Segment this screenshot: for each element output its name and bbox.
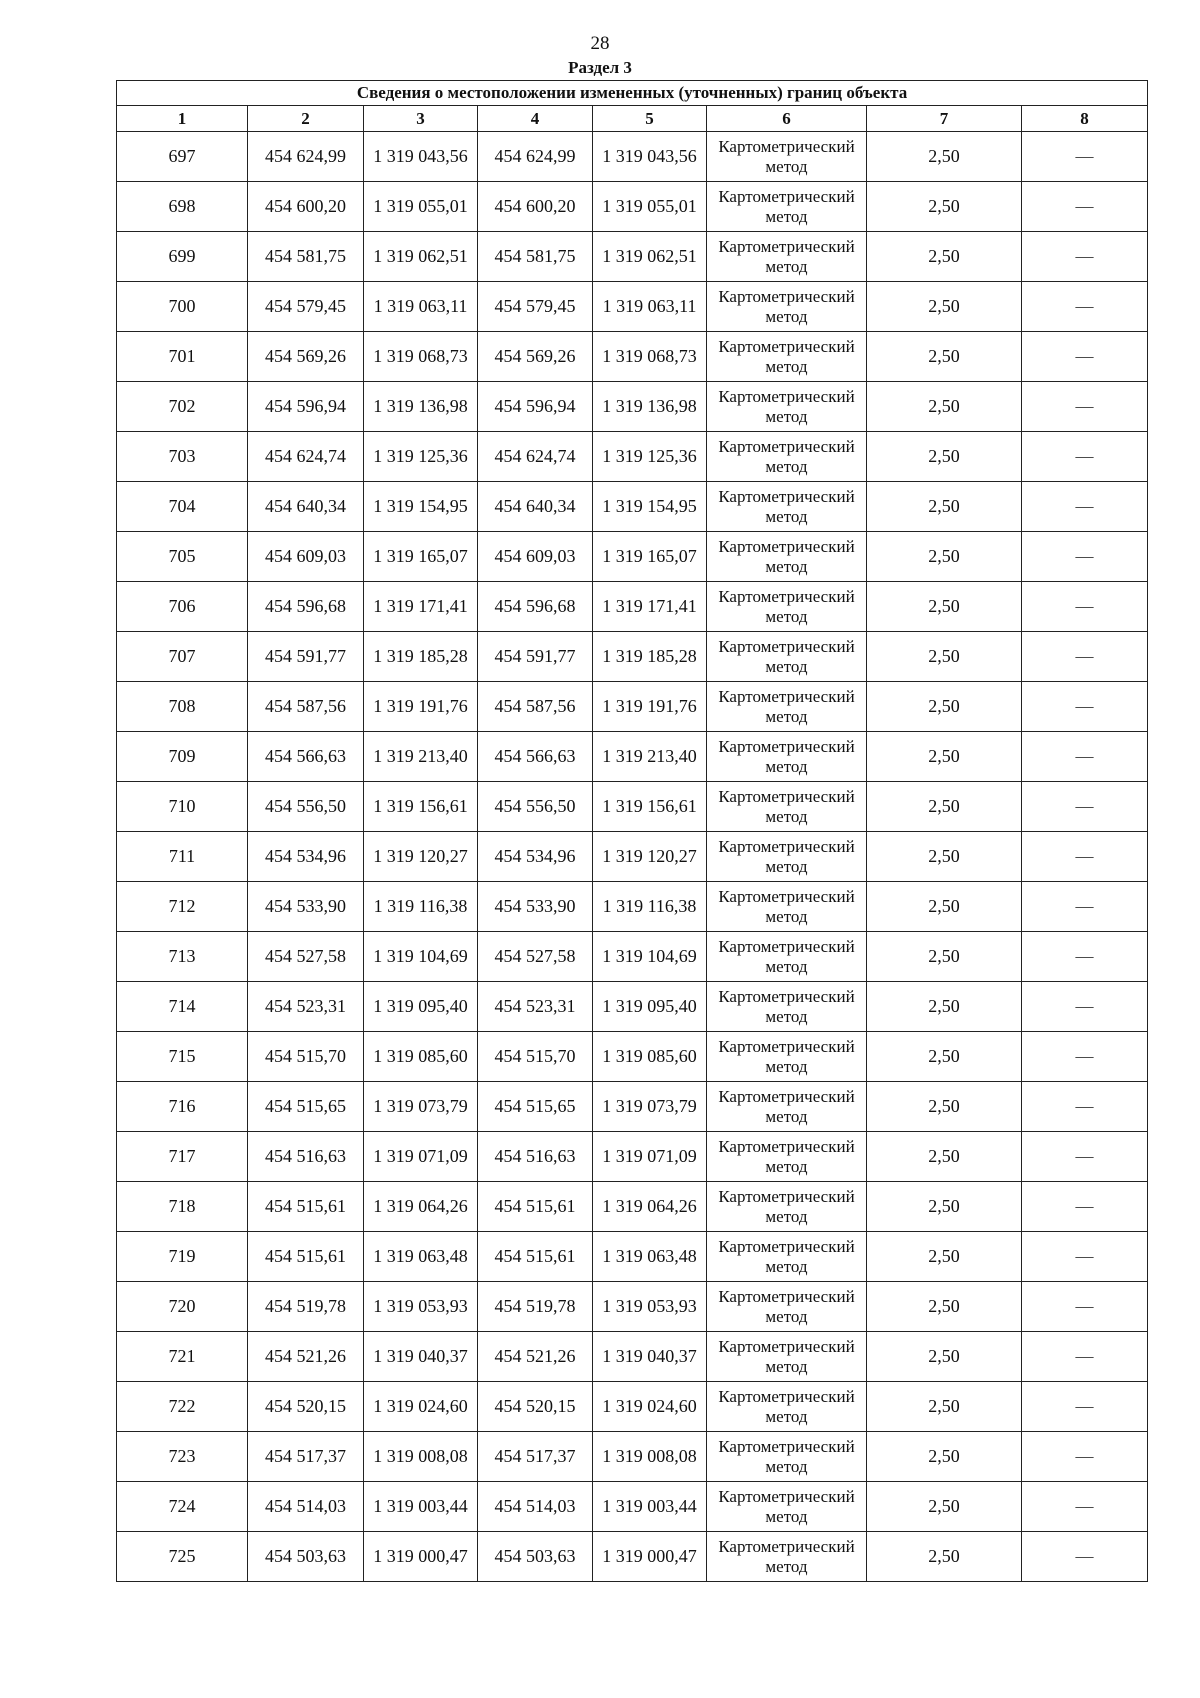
new-x-cell: 454 600,20	[478, 182, 593, 232]
point-number-cell: 698	[117, 182, 248, 232]
accuracy-cell: 2,50	[867, 532, 1022, 582]
table-row	[117, 282, 1148, 332]
description-cell: —	[1022, 332, 1148, 382]
new-x-cell: 454 521,26	[478, 1332, 593, 1382]
existing-y-cell: 1 319 063,48	[364, 1232, 478, 1282]
point-number-cell: 719	[117, 1232, 248, 1282]
method-cell: Картометрический метод	[707, 1182, 867, 1232]
new-y-cell: 1 319 165,07	[593, 532, 707, 582]
existing-x-cell: 454 523,31	[248, 982, 364, 1032]
column-header: 8	[1022, 106, 1148, 132]
method-cell: Картометрический метод	[707, 1232, 867, 1282]
table-row	[117, 882, 1148, 932]
method-cell: Картометрический метод	[707, 1282, 867, 1332]
new-x-cell: 454 515,61	[478, 1232, 593, 1282]
existing-y-cell: 1 319 095,40	[364, 982, 478, 1032]
table-caption: Сведения о местоположении измененных (уточненных) границ объекта	[117, 81, 1148, 106]
table-row	[117, 582, 1148, 632]
point-number-cell: 712	[117, 882, 248, 932]
accuracy-cell: 2,50	[867, 282, 1022, 332]
point-number-cell: 724	[117, 1482, 248, 1532]
existing-x-cell: 454 591,77	[248, 632, 364, 682]
new-y-cell: 1 319 000,47	[593, 1532, 707, 1582]
table-row	[117, 1532, 1148, 1582]
existing-x-cell: 454 527,58	[248, 932, 364, 982]
accuracy-cell: 2,50	[867, 1482, 1022, 1532]
point-number-cell: 718	[117, 1182, 248, 1232]
new-y-cell: 1 319 171,41	[593, 582, 707, 632]
existing-x-cell: 454 517,37	[248, 1432, 364, 1482]
description-cell: —	[1022, 1332, 1148, 1382]
existing-x-cell: 454 596,94	[248, 382, 364, 432]
table-row	[117, 332, 1148, 382]
new-x-cell: 454 519,78	[478, 1282, 593, 1332]
existing-x-cell: 454 515,61	[248, 1232, 364, 1282]
existing-x-cell: 454 596,68	[248, 582, 364, 632]
description-cell: —	[1022, 182, 1148, 232]
accuracy-cell: 2,50	[867, 382, 1022, 432]
existing-y-cell: 1 319 154,95	[364, 482, 478, 532]
existing-x-cell: 454 579,45	[248, 282, 364, 332]
point-number-cell: 723	[117, 1432, 248, 1482]
table-row	[117, 132, 1148, 182]
accuracy-cell: 2,50	[867, 182, 1022, 232]
table-row	[117, 782, 1148, 832]
description-cell: —	[1022, 532, 1148, 582]
new-x-cell: 454 515,65	[478, 1082, 593, 1132]
description-cell: —	[1022, 382, 1148, 432]
accuracy-cell: 2,50	[867, 132, 1022, 182]
table-row	[117, 1332, 1148, 1382]
existing-y-cell: 1 319 053,93	[364, 1282, 478, 1332]
accuracy-cell: 2,50	[867, 1232, 1022, 1282]
existing-x-cell: 454 516,63	[248, 1132, 364, 1182]
description-cell: —	[1022, 682, 1148, 732]
existing-y-cell: 1 319 063,11	[364, 282, 478, 332]
new-x-cell: 454 533,90	[478, 882, 593, 932]
description-cell: —	[1022, 1482, 1148, 1532]
point-number-cell: 699	[117, 232, 248, 282]
existing-x-cell: 454 587,56	[248, 682, 364, 732]
method-cell: Картометрический метод	[707, 982, 867, 1032]
new-x-cell: 454 596,94	[478, 382, 593, 432]
new-y-cell: 1 319 064,26	[593, 1182, 707, 1232]
new-x-cell: 454 523,31	[478, 982, 593, 1032]
new-x-cell: 454 640,34	[478, 482, 593, 532]
description-cell: —	[1022, 882, 1148, 932]
accuracy-cell: 2,50	[867, 632, 1022, 682]
new-y-cell: 1 319 008,08	[593, 1432, 707, 1482]
new-x-cell: 454 569,26	[478, 332, 593, 382]
existing-y-cell: 1 319 071,09	[364, 1132, 478, 1182]
column-header: 2	[248, 106, 364, 132]
new-y-cell: 1 319 095,40	[593, 982, 707, 1032]
table-row	[117, 1132, 1148, 1182]
accuracy-cell: 2,50	[867, 1032, 1022, 1082]
existing-y-cell: 1 319 000,47	[364, 1532, 478, 1582]
new-x-cell: 454 503,63	[478, 1532, 593, 1582]
new-y-cell: 1 319 213,40	[593, 732, 707, 782]
method-cell: Картометрический метод	[707, 282, 867, 332]
description-cell: —	[1022, 132, 1148, 182]
new-x-cell: 454 566,63	[478, 732, 593, 782]
accuracy-cell: 2,50	[867, 1332, 1022, 1382]
new-x-cell: 454 624,99	[478, 132, 593, 182]
new-x-cell: 454 596,68	[478, 582, 593, 632]
existing-x-cell: 454 515,65	[248, 1082, 364, 1132]
column-header: 1	[117, 106, 248, 132]
existing-y-cell: 1 319 064,26	[364, 1182, 478, 1232]
new-y-cell: 1 319 003,44	[593, 1482, 707, 1532]
table-row	[117, 532, 1148, 582]
point-number-cell: 725	[117, 1532, 248, 1582]
existing-y-cell: 1 319 213,40	[364, 732, 478, 782]
method-cell: Картометрический метод	[707, 532, 867, 582]
point-number-cell: 715	[117, 1032, 248, 1082]
existing-y-cell: 1 319 068,73	[364, 332, 478, 382]
new-y-cell: 1 319 040,37	[593, 1332, 707, 1382]
new-y-cell: 1 319 068,73	[593, 332, 707, 382]
coordinates-table	[116, 80, 1148, 1582]
new-y-cell: 1 319 191,76	[593, 682, 707, 732]
new-y-cell: 1 319 024,60	[593, 1382, 707, 1432]
method-cell: Картометрический метод	[707, 1082, 867, 1132]
method-cell: Картометрический метод	[707, 432, 867, 482]
column-header: 6	[707, 106, 867, 132]
point-number-cell: 722	[117, 1382, 248, 1432]
method-cell: Картометрический метод	[707, 832, 867, 882]
accuracy-cell: 2,50	[867, 832, 1022, 882]
new-x-cell: 454 515,61	[478, 1182, 593, 1232]
method-cell: Картометрический метод	[707, 132, 867, 182]
new-y-cell: 1 319 063,11	[593, 282, 707, 332]
point-number-cell: 701	[117, 332, 248, 382]
new-y-cell: 1 319 104,69	[593, 932, 707, 982]
table-row	[117, 482, 1148, 532]
point-number-cell: 711	[117, 832, 248, 882]
existing-x-cell: 454 534,96	[248, 832, 364, 882]
method-cell: Картометрический метод	[707, 382, 867, 432]
table-row	[117, 182, 1148, 232]
point-number-cell: 721	[117, 1332, 248, 1382]
column-header: 4	[478, 106, 593, 132]
table-row	[117, 1282, 1148, 1332]
existing-y-cell: 1 319 185,28	[364, 632, 478, 682]
description-cell: —	[1022, 1032, 1148, 1082]
new-y-cell: 1 319 125,36	[593, 432, 707, 482]
new-y-cell: 1 319 156,61	[593, 782, 707, 832]
point-number-cell: 714	[117, 982, 248, 1032]
table-row	[117, 932, 1148, 982]
table-body	[117, 132, 1148, 1582]
new-y-cell: 1 319 053,93	[593, 1282, 707, 1332]
page-number: 28	[590, 33, 610, 54]
description-cell: —	[1022, 1132, 1148, 1182]
description-cell: —	[1022, 1382, 1148, 1432]
description-cell: —	[1022, 232, 1148, 282]
description-cell: —	[1022, 1532, 1148, 1582]
method-cell: Картометрический метод	[707, 1132, 867, 1182]
existing-x-cell: 454 609,03	[248, 532, 364, 582]
new-y-cell: 1 319 154,95	[593, 482, 707, 532]
existing-x-cell: 454 514,03	[248, 1482, 364, 1532]
description-cell: —	[1022, 1282, 1148, 1332]
description-cell: —	[1022, 482, 1148, 532]
new-y-cell: 1 319 120,27	[593, 832, 707, 882]
point-number-cell: 710	[117, 782, 248, 832]
method-cell: Картометрический метод	[707, 1032, 867, 1082]
new-x-cell: 454 515,70	[478, 1032, 593, 1082]
existing-y-cell: 1 319 043,56	[364, 132, 478, 182]
method-cell: Картометрический метод	[707, 232, 867, 282]
accuracy-cell: 2,50	[867, 1532, 1022, 1582]
table-row	[117, 632, 1148, 682]
accuracy-cell: 2,50	[867, 782, 1022, 832]
new-y-cell: 1 319 085,60	[593, 1032, 707, 1082]
existing-y-cell: 1 319 171,41	[364, 582, 478, 632]
new-x-cell: 454 520,15	[478, 1382, 593, 1432]
point-number-cell: 713	[117, 932, 248, 982]
table-row	[117, 1232, 1148, 1282]
new-x-cell: 454 591,77	[478, 632, 593, 682]
new-y-cell: 1 319 062,51	[593, 232, 707, 282]
table-row	[117, 1032, 1148, 1082]
description-cell: —	[1022, 982, 1148, 1032]
column-header: 7	[867, 106, 1022, 132]
new-y-cell: 1 319 063,48	[593, 1232, 707, 1282]
point-number-cell: 700	[117, 282, 248, 332]
new-x-cell: 454 609,03	[478, 532, 593, 582]
accuracy-cell: 2,50	[867, 982, 1022, 1032]
existing-x-cell: 454 624,74	[248, 432, 364, 482]
method-cell: Картометрический метод	[707, 932, 867, 982]
method-cell: Картометрический метод	[707, 332, 867, 382]
method-cell: Картометрический метод	[707, 1382, 867, 1432]
accuracy-cell: 2,50	[867, 232, 1022, 282]
existing-x-cell: 454 503,63	[248, 1532, 364, 1582]
accuracy-cell: 2,50	[867, 932, 1022, 982]
accuracy-cell: 2,50	[867, 482, 1022, 532]
table-row	[117, 682, 1148, 732]
new-y-cell: 1 319 073,79	[593, 1082, 707, 1132]
new-x-cell: 454 517,37	[478, 1432, 593, 1482]
description-cell: —	[1022, 1232, 1148, 1282]
table-caption-row	[117, 81, 1148, 106]
point-number-cell: 704	[117, 482, 248, 532]
table-row	[117, 1482, 1148, 1532]
table-row	[117, 432, 1148, 482]
existing-x-cell: 454 515,70	[248, 1032, 364, 1082]
accuracy-cell: 2,50	[867, 882, 1022, 932]
new-y-cell: 1 319 185,28	[593, 632, 707, 682]
new-y-cell: 1 319 136,98	[593, 382, 707, 432]
description-cell: —	[1022, 932, 1148, 982]
point-number-cell: 697	[117, 132, 248, 182]
table-row	[117, 1182, 1148, 1232]
method-cell: Картометрический метод	[707, 582, 867, 632]
new-x-cell: 454 581,75	[478, 232, 593, 282]
method-cell: Картометрический метод	[707, 1432, 867, 1482]
accuracy-cell: 2,50	[867, 332, 1022, 382]
section-title: Раздел 3	[568, 58, 632, 77]
description-cell: —	[1022, 582, 1148, 632]
existing-x-cell: 454 600,20	[248, 182, 364, 232]
new-x-cell: 454 556,50	[478, 782, 593, 832]
new-y-cell: 1 319 043,56	[593, 132, 707, 182]
column-header: 5	[593, 106, 707, 132]
existing-x-cell: 454 569,26	[248, 332, 364, 382]
existing-y-cell: 1 319 055,01	[364, 182, 478, 232]
accuracy-cell: 2,50	[867, 732, 1022, 782]
point-number-cell: 716	[117, 1082, 248, 1132]
method-cell: Картометрический метод	[707, 182, 867, 232]
description-cell: —	[1022, 1182, 1148, 1232]
accuracy-cell: 2,50	[867, 432, 1022, 482]
description-cell: —	[1022, 832, 1148, 882]
table-row	[117, 232, 1148, 282]
table-row	[117, 1382, 1148, 1432]
method-cell: Картометрический метод	[707, 1532, 867, 1582]
table-row	[117, 832, 1148, 882]
description-cell: —	[1022, 732, 1148, 782]
method-cell: Картометрический метод	[707, 882, 867, 932]
description-cell: —	[1022, 782, 1148, 832]
method-cell: Картометрический метод	[707, 682, 867, 732]
existing-x-cell: 454 520,15	[248, 1382, 364, 1432]
existing-x-cell: 454 624,99	[248, 132, 364, 182]
accuracy-cell: 2,50	[867, 582, 1022, 632]
method-cell: Картометрический метод	[707, 632, 867, 682]
existing-y-cell: 1 319 120,27	[364, 832, 478, 882]
accuracy-cell: 2,50	[867, 1382, 1022, 1432]
accuracy-cell: 2,50	[867, 682, 1022, 732]
existing-y-cell: 1 319 085,60	[364, 1032, 478, 1082]
new-y-cell: 1 319 116,38	[593, 882, 707, 932]
table-row	[117, 382, 1148, 432]
new-x-cell: 454 514,03	[478, 1482, 593, 1532]
accuracy-cell: 2,50	[867, 1082, 1022, 1132]
method-cell: Картометрический метод	[707, 782, 867, 832]
table-row	[117, 1082, 1148, 1132]
point-number-cell: 705	[117, 532, 248, 582]
description-cell: —	[1022, 282, 1148, 332]
accuracy-cell: 2,50	[867, 1282, 1022, 1332]
new-y-cell: 1 319 055,01	[593, 182, 707, 232]
method-cell: Картометрический метод	[707, 1482, 867, 1532]
new-y-cell: 1 319 071,09	[593, 1132, 707, 1182]
existing-y-cell: 1 319 165,07	[364, 532, 478, 582]
new-x-cell: 454 516,63	[478, 1132, 593, 1182]
description-cell: —	[1022, 1082, 1148, 1132]
method-cell: Картометрический метод	[707, 482, 867, 532]
existing-x-cell: 454 581,75	[248, 232, 364, 282]
existing-x-cell: 454 515,61	[248, 1182, 364, 1232]
existing-x-cell: 454 533,90	[248, 882, 364, 932]
accuracy-cell: 2,50	[867, 1432, 1022, 1482]
existing-y-cell: 1 319 156,61	[364, 782, 478, 832]
existing-y-cell: 1 319 125,36	[364, 432, 478, 482]
existing-x-cell: 454 566,63	[248, 732, 364, 782]
existing-y-cell: 1 319 136,98	[364, 382, 478, 432]
existing-y-cell: 1 319 008,08	[364, 1432, 478, 1482]
table-header-row	[117, 106, 1148, 132]
table-row	[117, 1432, 1148, 1482]
point-number-cell: 702	[117, 382, 248, 432]
column-header: 3	[364, 106, 478, 132]
new-x-cell: 454 579,45	[478, 282, 593, 332]
point-number-cell: 709	[117, 732, 248, 782]
existing-y-cell: 1 319 073,79	[364, 1082, 478, 1132]
existing-x-cell: 454 640,34	[248, 482, 364, 532]
table-row	[117, 982, 1148, 1032]
point-number-cell: 717	[117, 1132, 248, 1182]
point-number-cell: 707	[117, 632, 248, 682]
new-x-cell: 454 587,56	[478, 682, 593, 732]
point-number-cell: 703	[117, 432, 248, 482]
existing-x-cell: 454 556,50	[248, 782, 364, 832]
existing-y-cell: 1 319 116,38	[364, 882, 478, 932]
new-x-cell: 454 624,74	[478, 432, 593, 482]
method-cell: Картометрический метод	[707, 732, 867, 782]
point-number-cell: 706	[117, 582, 248, 632]
table-row	[117, 732, 1148, 782]
existing-y-cell: 1 319 104,69	[364, 932, 478, 982]
existing-x-cell: 454 521,26	[248, 1332, 364, 1382]
existing-x-cell: 454 519,78	[248, 1282, 364, 1332]
existing-y-cell: 1 319 191,76	[364, 682, 478, 732]
point-number-cell: 708	[117, 682, 248, 732]
existing-y-cell: 1 319 024,60	[364, 1382, 478, 1432]
existing-y-cell: 1 319 062,51	[364, 232, 478, 282]
description-cell: —	[1022, 632, 1148, 682]
method-cell: Картометрический метод	[707, 1332, 867, 1382]
accuracy-cell: 2,50	[867, 1132, 1022, 1182]
existing-y-cell: 1 319 040,37	[364, 1332, 478, 1382]
description-cell: —	[1022, 1432, 1148, 1482]
new-x-cell: 454 534,96	[478, 832, 593, 882]
new-x-cell: 454 527,58	[478, 932, 593, 982]
description-cell: —	[1022, 432, 1148, 482]
existing-y-cell: 1 319 003,44	[364, 1482, 478, 1532]
accuracy-cell: 2,50	[867, 1182, 1022, 1232]
point-number-cell: 720	[117, 1282, 248, 1332]
